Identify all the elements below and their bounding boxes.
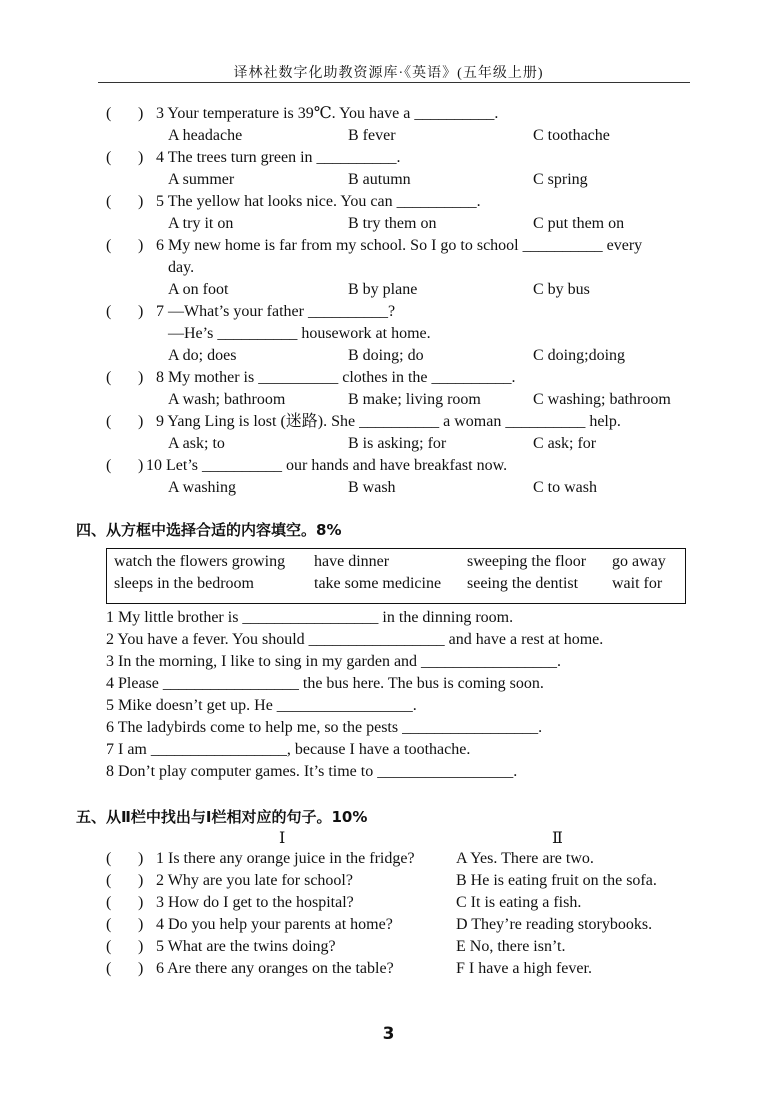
option-c: C to wash [533,479,597,496]
column-2-header: Ⅱ [552,830,563,847]
answer-paren-close: ) [138,105,144,122]
answer-paren-open: ( [106,960,112,977]
question-text: 10 Let’s __________ our hands and have breakfast now. [146,457,508,474]
option-a: A on foot [168,281,229,298]
answer-paren-open: ( [106,916,112,933]
page-header: 译林社数字化助教资源库·《英语》(五年级上册) [233,66,544,81]
answer-paren-close: ) [138,369,144,386]
column-2-sentence: D They’re reading storybooks. [456,916,653,933]
fill-in-line: 3 In the morning, I like to sing in my garden and _________________. [106,653,562,670]
option-b: B make; living room [348,391,481,408]
options-row [106,279,706,301]
word-bank-item: go away [612,553,666,570]
answer-paren-open: ( [106,872,112,889]
column-2-sentence: B He is eating fruit on the sofa. [456,872,657,889]
fill-in-section [106,607,706,783]
column-2-sentence: A Yes. There are two. [456,850,594,867]
option-b: B is asking; for [348,435,447,452]
question-row [106,455,706,477]
header-divider [98,82,690,83]
multiple-choice-section [106,103,706,499]
fill-in-line: 6 The ladybirds come to help me, so the pests _________________. [106,719,543,736]
answer-paren-open: ( [106,105,112,122]
fill-in-line: 8 Don’t play computer games. It’s time to _________________. [106,763,518,780]
option-b: B wash [348,479,396,496]
page-number: 3 [382,1024,395,1044]
column-1-sentence: 4 Do you help your parents at home? [156,916,393,933]
column-2-sentence: E No, there isn’t. [456,938,566,955]
option-b: B autumn [348,171,411,188]
answer-paren-close: ) [138,960,144,977]
word-bank-item: wait for [612,575,663,592]
matching-section [106,848,706,980]
option-a: A wash; bathroom [168,391,286,408]
option-c: C toothache [533,127,610,144]
answer-paren-close: ) [138,149,144,166]
option-b: B by plane [348,281,418,298]
answer-paren-open: ( [106,149,112,166]
answer-paren-open: ( [106,369,112,386]
question-row [106,235,706,257]
column-2-sentence: F I have a high fever. [456,960,592,977]
question-text: 9 Yang Ling is lost (迷路). She __________ a woman __________ help. [156,413,621,430]
matching-row [106,936,706,958]
option-b: B doing; do [348,347,424,364]
question-row [106,191,706,213]
options-row [106,345,706,367]
fill-in-line: 2 You have a fever. You should _________________ and have a rest at home. [106,631,604,648]
option-a: A summer [168,171,235,188]
options-row [106,169,706,191]
options-row [106,125,706,147]
question-text-continued: day. [168,259,195,276]
word-bank-item: seeing the dentist [467,575,579,592]
answer-paren-close: ) [138,872,144,889]
options-row [106,433,706,455]
option-c: C by bus [533,281,590,298]
column-1-sentence: 2 Why are you late for school? [156,872,353,889]
fill-in-line: 7 I am _________________, because I have a toothache. [106,741,471,758]
answer-paren-open: ( [106,413,112,430]
matching-row [106,870,706,892]
fill-in-line: 4 Please _________________ the bus here. The bus is coming soon. [106,675,544,692]
option-c: C doing;doing [533,347,626,364]
option-a: A do; does [168,347,237,364]
question-text: 7 —What’s your father __________? [156,303,396,320]
option-b: B fever [348,127,396,144]
word-bank-box [106,548,686,604]
section-5-title: 五、从Ⅱ栏中找出与Ⅰ栏相对应的句子。10% [76,808,368,826]
answer-paren-close: ) [138,850,144,867]
answer-paren-close: ) [138,916,144,933]
matching-row [106,892,706,914]
answer-paren-close: ) [138,938,144,955]
options-row [106,389,706,411]
question-text-continued: —He’s __________ housework at home. [168,325,431,342]
column-2-sentence: C It is eating a fish. [456,894,582,911]
answer-paren-open: ( [106,938,112,955]
answer-paren-close: ) [138,894,144,911]
column-1-sentence: 3 How do I get to the hospital? [156,894,354,911]
option-c: C washing; bathroom [533,391,671,408]
word-bank-item: take some medicine [314,575,442,592]
word-bank-item: sleeps in the bedroom [114,575,254,592]
answer-paren-open: ( [106,894,112,911]
question-text: 5 The yellow hat looks nice. You can __________. [156,193,481,210]
answer-paren-close: ) [138,457,144,474]
options-row [106,477,706,499]
question-row [106,411,706,433]
question-continuation [106,257,706,279]
answer-paren-close: ) [138,413,144,430]
option-a: A headache [168,127,243,144]
question-continuation [106,323,706,345]
answer-paren-open: ( [106,237,112,254]
answer-paren-open: ( [106,457,112,474]
question-row [106,367,706,389]
answer-paren-open: ( [106,193,112,210]
option-b: B try them on [348,215,437,232]
options-row [106,213,706,235]
question-text: 6 My new home is far from my school. So I go to school __________ every [156,237,643,254]
question-row [106,147,706,169]
fill-in-line: 5 Mike doesn’t get up. He _________________. [106,697,417,714]
question-text: 3 Your temperature is 39℃. You have a __________. [156,105,499,122]
question-row [106,301,706,323]
answer-paren-open: ( [106,303,112,320]
answer-paren-close: ) [138,193,144,210]
option-a: A try it on [168,215,234,232]
question-text: 4 The trees turn green in __________. [156,149,401,166]
answer-paren-close: ) [138,237,144,254]
column-1-sentence: 6 Are there any oranges on the table? [156,960,394,977]
answer-paren-close: ) [138,303,144,320]
column-1-sentence: 1 Is there any orange juice in the fridge? [156,850,415,867]
column-1-header: Ⅰ [279,830,286,847]
matching-row [106,848,706,870]
word-bank-item: have dinner [314,553,390,570]
section-4-title: 四、从方框中选择合适的内容填空。8% [76,521,342,539]
question-text: 8 My mother is __________ clothes in the __________. [156,369,516,386]
word-bank-item: watch the flowers growing [114,553,286,570]
option-c: C put them on [533,215,625,232]
answer-paren-open: ( [106,850,112,867]
matching-row [106,958,706,980]
option-c: C ask; for [533,435,597,452]
option-a: A ask; to [168,435,225,452]
question-row [106,103,706,125]
column-1-sentence: 5 What are the twins doing? [156,938,336,955]
option-c: C spring [533,171,588,188]
word-bank-item: sweeping the floor [467,553,587,570]
matching-row [106,914,706,936]
option-a: A washing [168,479,236,496]
fill-in-line: 1 My little brother is _________________ in the dinning room. [106,609,514,626]
